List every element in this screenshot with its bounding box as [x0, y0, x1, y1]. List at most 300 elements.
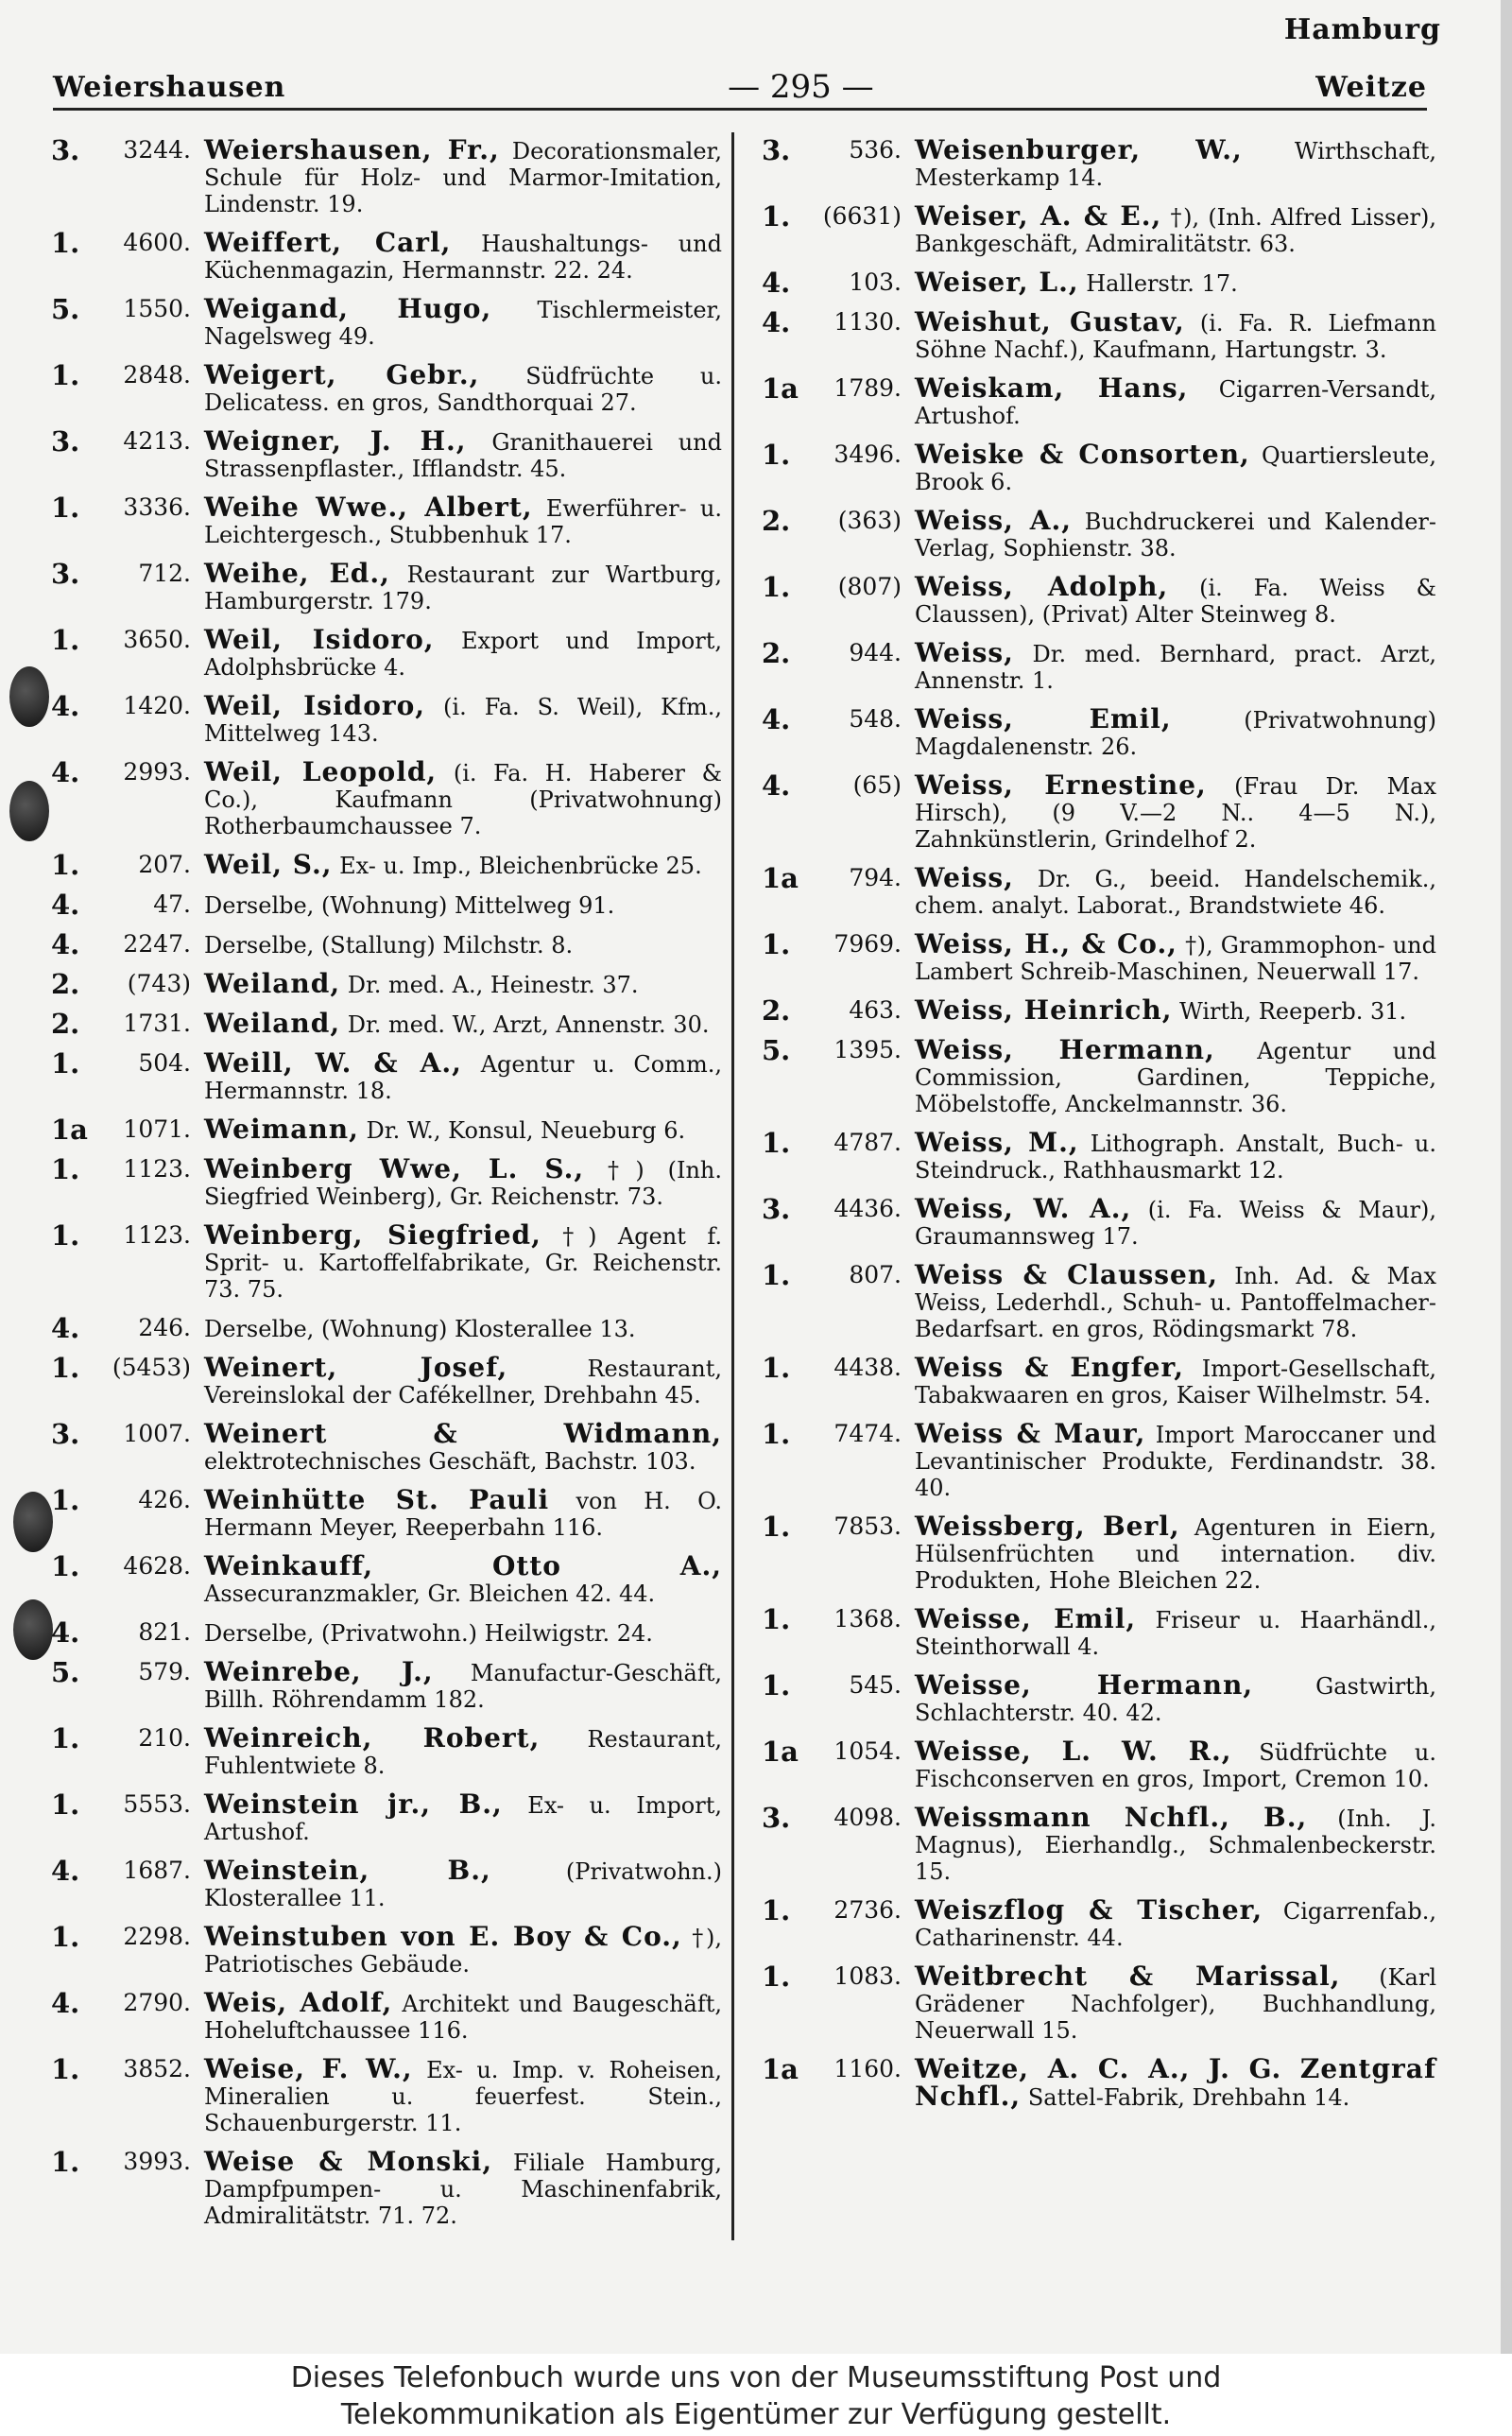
phone-number: 794. [849, 864, 902, 891]
phone-number: 7853. [833, 1512, 902, 1540]
directory-entry [51, 1788, 722, 1845]
phone-number: 1395. [833, 1036, 902, 1063]
entry-text [204, 1047, 722, 1104]
directory-entry [51, 1153, 722, 1210]
entry-details: Dr. W., Konsul, Neueburg 6. [358, 1117, 686, 1144]
exchange-class: 3. [762, 1193, 791, 1225]
exchange-class: 4. [762, 769, 791, 802]
phone-number: 426. [138, 1486, 191, 1513]
exchange-class: 1. [762, 1352, 791, 1384]
entry-text [915, 862, 1436, 919]
entry-text [915, 505, 1436, 561]
subscriber-name: Weiss & Maur, [915, 1418, 1146, 1449]
exchange-class: 1a [762, 372, 799, 405]
entry-details: Export und Import, Adolphsbrücke 4. [204, 628, 722, 681]
phone-number: 210. [138, 1724, 191, 1752]
entry-details: †), Grammophon- und Lambert Schreib-Maschinen, Neuerwall 17. [915, 932, 1436, 985]
exchange-class: 2. [762, 505, 791, 537]
header-first-keyword: Weiershausen [53, 70, 286, 104]
phone-number: 1083. [833, 1962, 902, 1990]
entry-details: Agentur u. Comm., Hermannstr. 18. [204, 1051, 722, 1104]
subscriber-name: Weishut, Gustav, [915, 306, 1185, 337]
phone-number: 1550. [123, 295, 191, 322]
phone-number: 579. [138, 1658, 191, 1685]
subscriber-name: Weiss, Heinrich, [915, 994, 1173, 1026]
phone-number: 3852. [123, 2055, 191, 2082]
entry-text [204, 1219, 723, 1303]
phone-number: 712. [138, 560, 191, 587]
exchange-class: 1. [51, 227, 80, 259]
phone-number: (6631) [822, 202, 902, 230]
phone-number: 821. [138, 1618, 191, 1646]
exchange-class: 5. [51, 1656, 80, 1688]
exchange-class: 4. [51, 756, 80, 788]
exchange-class: 1. [51, 492, 80, 524]
entry-text [915, 637, 1436, 694]
entry-details: (i. Fa. Weiss & Maur), Graumannsweg 17. [915, 1197, 1436, 1250]
entry-text [204, 756, 723, 839]
phone-number: 3496. [833, 441, 902, 468]
phone-number: 1368. [833, 1605, 902, 1633]
entry-text [915, 1193, 1436, 1250]
entry-details: Restaurant, Fuhlentwiete 8. [204, 1726, 722, 1779]
entry-text [204, 1352, 722, 1408]
entry-text [204, 1987, 722, 2044]
phone-number: 3336. [123, 493, 191, 521]
directory-entry [762, 571, 1436, 628]
entry-details: (Privatwohnung) Magdalenenstr. 26. [915, 707, 1436, 760]
directory-entry [762, 994, 1436, 1027]
subscriber-name: Weise & Monski, [204, 2146, 493, 2177]
subscriber-name: Weiss & Engfer, [915, 1352, 1184, 1383]
entry-details: Import Maroccaner und Levantinischer Produkte, Ferdinandstr. 38. 40. [915, 1422, 1436, 1501]
entry-details: Ewerführer- u. Leichtergesch., Stubbenhuk 17. [204, 495, 722, 548]
subscriber-name: Weimann, [204, 1114, 359, 1145]
phone-number: 1071. [123, 1115, 191, 1143]
entry-text [204, 849, 722, 880]
directory-entry [51, 756, 723, 839]
entry-text [915, 200, 1436, 257]
phone-number: 1123. [123, 1221, 191, 1249]
phone-number: 4787. [833, 1129, 902, 1156]
subscriber-name: Weiskam, Hans, [915, 372, 1189, 404]
region-heading: Hamburg [1283, 13, 1441, 46]
exchange-class: 1. [762, 439, 791, 471]
phone-number: 944. [849, 639, 902, 666]
directory-entry [51, 494, 722, 548]
phone-number: 1420. [123, 692, 191, 719]
entry-text [204, 1484, 723, 1541]
subscriber-name: Weisse, Hermann, [915, 1669, 1254, 1701]
directory-entry [51, 1418, 722, 1475]
directory-entry [762, 1352, 1436, 1408]
footer-note [0, 2354, 1512, 2436]
exchange-class: 1. [51, 1219, 80, 1252]
subscriber-name: Weiland, [204, 968, 341, 999]
phone-number: (5453) [112, 1354, 191, 1381]
left-column [51, 134, 723, 2241]
subscriber-name: Weinert & Widmann, [204, 1418, 722, 1449]
exchange-class: 5. [51, 293, 80, 325]
subscriber-name: Weigert, Gebr., [204, 359, 480, 390]
subscriber-name: Weiss, M., [915, 1127, 1079, 1158]
subscriber-name: Weiershausen, Fr., [204, 134, 500, 165]
exchange-class: 4. [762, 306, 791, 338]
entry-text [204, 1619, 722, 1647]
entry-details: Dr. med. Bernhard, pract. Arzt, Annenstr. 1. [915, 641, 1436, 694]
entry-text [915, 1352, 1436, 1408]
exchange-class: 2. [51, 968, 80, 1000]
exchange-class: 1. [762, 1894, 791, 1926]
entry-text [204, 1921, 723, 1978]
phone-number: 2736. [833, 1896, 902, 1924]
directory-entry [762, 269, 1436, 297]
phone-number: 2848. [123, 361, 191, 389]
exchange-class: 1. [51, 1921, 80, 1953]
phone-number: 4436. [833, 1195, 902, 1222]
entry-details: Inh. Ad. & Max Weiss, Lederhdl., Schuh- u. Pantoffelmacher-Bedarfsart. en gros, Rödingsmarkt 78. [915, 1263, 1436, 1342]
entry-details: Ex- u. Imp., Bleichenbrücke 25. [332, 853, 702, 879]
entry-text [204, 1550, 722, 1607]
phone-number: 207. [138, 851, 191, 878]
entry-text [204, 690, 722, 747]
entry-details: Derselbe, (Stallung) Milchstr. 8. [204, 932, 574, 959]
exchange-class: 1a [51, 1114, 88, 1146]
exchange-class: 4. [762, 703, 791, 735]
phone-number: (363) [837, 507, 902, 534]
entry-text [204, 1153, 722, 1210]
entry-text [915, 1894, 1436, 1951]
directory-entry [762, 1127, 1436, 1183]
entry-text [915, 441, 1436, 495]
entry-details: Restaurant, Vereinslokal der Cafékellner, Drehbahn 45. [204, 1356, 722, 1408]
directory-entry [762, 2053, 1436, 2112]
entry-details: (i. Fa. R. Liefmann Söhne Nachf.), Kaufmann, Hartungstr. 3. [915, 310, 1436, 363]
exchange-class: 1. [762, 1603, 791, 1635]
entry-details: Friseur u. Haarhändl., Steinthorwall 4. [915, 1607, 1436, 1660]
exchange-class: 3. [762, 1802, 791, 1834]
exchange-class: 1. [762, 1669, 791, 1702]
subscriber-name: Weinert, Josef, [204, 1352, 508, 1383]
entry-text [915, 1963, 1436, 2044]
entry-details: Lithograph. Anstalt, Buch- u. Steindruck., Rathhausmarkt 12. [915, 1131, 1436, 1183]
subscriber-name: Weiss, Hermann, [915, 1034, 1215, 1065]
directory-entry [762, 1669, 1436, 1726]
directory-entry [51, 690, 722, 747]
exchange-class: 1a [762, 862, 799, 894]
subscriber-name: Weiss & Claussen, [915, 1259, 1218, 1290]
entry-details: Wirth, Reeperb. 31. [1172, 998, 1407, 1025]
subscriber-name: Weisse, Emil, [915, 1603, 1137, 1634]
subscriber-name: Weise, F. W., [204, 2053, 413, 2084]
entry-details: Assecuranzmakler, Gr. Bleichen 42. 44. [204, 1581, 656, 1607]
entry-details: Derselbe, (Privatwohn.) Heilwigstr. 24. [204, 1620, 653, 1647]
phone-number: 504. [138, 1049, 191, 1077]
exchange-class: 1. [51, 1153, 80, 1185]
entry-details: Dr. med. W., Arzt, Annenstr. 30. [340, 1011, 710, 1038]
entry-details: (i. Fa. H. Haberer & Co.), Kaufmann (Privatwohnung) Rotherbaumchaussee 7. [204, 760, 723, 839]
subscriber-name: Weissmann Nchfl., B., [915, 1802, 1308, 1833]
entry-text [204, 1857, 722, 1911]
directory-entry [762, 1963, 1436, 2044]
subscriber-name: Weisenburger, W., [915, 134, 1243, 165]
directory-entry [762, 200, 1436, 257]
phone-number: 545. [849, 1671, 902, 1699]
exchange-class: 4. [51, 1987, 80, 2019]
entry-text [204, 1116, 722, 1144]
exchange-class: 1. [51, 1722, 80, 1754]
exchange-class: 1. [762, 1259, 791, 1291]
entry-text [915, 1259, 1436, 1342]
entry-details: Manufactur-Geschäft, Billh. Röhrendamm 182. [204, 1660, 723, 1713]
entry-text [915, 1603, 1436, 1660]
directory-entry [762, 637, 1436, 694]
entry-text [915, 1418, 1436, 1501]
exchange-class: 1. [762, 1418, 791, 1450]
entry-text [915, 1034, 1437, 1117]
entry-text [204, 624, 722, 681]
page-number: — 295 — [728, 68, 874, 106]
directory-entry [51, 359, 722, 416]
directory-entry [762, 1894, 1436, 1951]
subscriber-name: Weiss, [915, 637, 1014, 668]
directory-entry [51, 1550, 722, 1607]
phone-number: 2790. [123, 1989, 191, 2016]
entry-text [915, 1738, 1436, 1792]
phone-number: 463. [849, 996, 902, 1024]
footer-line-1: Dieses Telefonbuch wurde uns von der Museumsstiftung Post und [290, 2361, 1222, 2394]
header-last-keyword: Weitze [1315, 70, 1427, 104]
subscriber-name: Weihe Wwe., Albert, [204, 492, 533, 523]
exchange-class: 4. [51, 1312, 80, 1344]
exchange-class: 1. [762, 1961, 791, 1993]
phone-number: 4628. [123, 1552, 191, 1580]
entry-text [915, 372, 1436, 429]
entry-text [204, 1722, 722, 1779]
phone-number: 103. [849, 268, 902, 296]
phone-number: 1731. [123, 1010, 191, 1037]
directory-entry [51, 2146, 723, 2229]
entry-text [204, 359, 722, 416]
phone-number: 246. [138, 1314, 191, 1341]
subscriber-name: Weiss, A., [915, 505, 1072, 536]
subscriber-name: Weinkauff, Otto A., [204, 1550, 722, 1581]
phone-number: (807) [837, 573, 902, 600]
subscriber-name: Weiss, Emil, [915, 703, 1172, 734]
directory-entry [51, 891, 722, 919]
subscriber-name: Weiske & Consorten, [915, 439, 1250, 470]
subscriber-name: Weinstuben von E. Boy & Co., [204, 1921, 682, 1952]
exchange-class: 1. [762, 571, 791, 603]
entry-text [204, 1788, 722, 1845]
subscriber-name: Weinberg Wwe, L. S., [204, 1153, 585, 1184]
phone-number: 4213. [123, 427, 191, 455]
subscriber-name: Weiffert, Carl, [204, 227, 452, 258]
entry-details: Haushaltungs- und Küchenmagazin, Hermannstr. 22. 24. [204, 231, 723, 284]
directory-entry [51, 558, 723, 614]
entry-text [915, 1127, 1436, 1183]
exchange-class: 4. [762, 267, 791, 299]
phone-number: 4600. [123, 229, 191, 256]
entry-details: Wirthschaft, Mesterkamp 14. [915, 138, 1436, 191]
exchange-class: 3. [762, 134, 791, 166]
phone-number: 2247. [123, 930, 191, 958]
subscriber-name: Weil, Leopold, [204, 756, 438, 787]
subscriber-name: Weiland, [204, 1008, 341, 1039]
directory-entry [762, 1738, 1436, 1792]
directory-entry [51, 1921, 723, 1978]
entry-text [915, 306, 1436, 363]
exchange-class: 4. [51, 1855, 80, 1887]
subscriber-name: Weiser, L., [915, 267, 1079, 298]
entry-text [204, 1656, 723, 1713]
entry-text [915, 994, 1436, 1026]
subscriber-name: Weigner, J. H., [204, 425, 467, 457]
directory-entry [51, 968, 722, 1000]
exchange-class: 1. [51, 359, 80, 391]
entry-text [915, 769, 1437, 853]
entry-text [915, 134, 1436, 191]
phone-number: 1054. [833, 1737, 902, 1765]
phone-number: (743) [127, 970, 191, 997]
exchange-class: 1. [51, 1788, 80, 1821]
entry-text [204, 2146, 723, 2229]
exchange-class: 1. [762, 1127, 791, 1159]
entry-text [204, 1418, 722, 1475]
entry-details: Derselbe, (Wohnung) Klosterallee 13. [204, 1316, 636, 1342]
directory-entry [51, 1116, 722, 1144]
entry-text [204, 968, 722, 999]
directory-entry [762, 769, 1437, 853]
exchange-class: 2. [762, 637, 791, 669]
entry-text [204, 1008, 722, 1039]
exchange-class: 3. [51, 425, 80, 458]
phone-number: 1007. [123, 1420, 191, 1447]
entry-details: Granithauerei und Strassenpflaster., Ifflandstr. 45. [204, 429, 722, 482]
phone-number: 807. [849, 1261, 902, 1288]
entry-details: †) (Inh. Siegfried Weinberg), Gr. Reichenstr. 73. [204, 1157, 722, 1210]
directory-entry [51, 1616, 722, 1649]
exchange-class: 1. [51, 1550, 80, 1582]
subscriber-name: Weis, Adolf, [204, 1987, 393, 2018]
subscriber-name: Weiss, Ernestine, [915, 769, 1207, 801]
subscriber-name: Weiss, W. A., [915, 1193, 1132, 1224]
entry-details: von H. O. Hermann Meyer, Reeperbahn 116. [204, 1488, 723, 1541]
directory-entry [51, 1857, 722, 1911]
exchange-class: 1. [762, 200, 791, 233]
exchange-class: 4. [51, 889, 80, 921]
directory-entry [51, 624, 722, 681]
entry-details: (i. Fa. S. Weil), Kfm., Mittelweg 143. [204, 694, 722, 747]
directory-entry [51, 1219, 723, 1303]
subscriber-name: Weinberg, Siegfried, [204, 1219, 541, 1251]
entry-details: Südfrüchte u. Delicatess. en gros, Sandthorquai 27. [204, 363, 722, 416]
directory-entry [762, 862, 1436, 919]
directory-entry [51, 1722, 722, 1779]
entry-details: Agentur und Commission, Gardinen, Teppiche, Möbelstoffe, Anckelmannstr. 36. [915, 1038, 1437, 1117]
exchange-class: 5. [762, 1034, 791, 1066]
subscriber-name: Weinhütte St. Pauli [204, 1484, 550, 1515]
subscriber-name: Weissberg, Berl, [915, 1511, 1180, 1542]
phone-number: 4438. [833, 1354, 902, 1381]
exchange-class: 1. [51, 2053, 80, 2085]
directory-entry [762, 505, 1436, 561]
entry-details: Quartiersleute, Brook 6. [915, 442, 1436, 495]
directory-entry [762, 1193, 1436, 1250]
exchange-class: 1. [51, 624, 80, 656]
phone-number: 1160. [833, 2055, 902, 2082]
entry-details: Dr. G., beeid. Handelschemik., chem. analyt. Laborat., Brandstwiete 46. [915, 866, 1436, 919]
subscriber-name: Weitbrecht & Marissal, [915, 1961, 1341, 1992]
subscriber-name: Weiss, Adolph, [915, 571, 1169, 602]
subscriber-name: Weill, W. & A., [204, 1047, 462, 1079]
exchange-class: 2. [51, 1008, 80, 1040]
entry-details: †), Patriotisches Gebäude. [204, 1925, 723, 1978]
directory-entry [762, 1802, 1436, 1885]
subscriber-name: Weil, S., [204, 849, 333, 880]
entry-text [204, 558, 723, 614]
entry-text [204, 293, 722, 350]
exchange-class: 1. [51, 1484, 80, 1516]
subscriber-name: Weinstein, B., [204, 1855, 491, 1886]
directory-entry [51, 1008, 722, 1040]
exchange-class: 4. [51, 928, 80, 960]
directory-entry [51, 293, 722, 350]
subscriber-name: Weinstein jr., B., [204, 1788, 503, 1820]
entry-details: Architekt und Baugeschäft, Hoheluftchaussee 116. [204, 1991, 722, 2044]
entry-details: elektrotechnisches Geschäft, Bachstr. 103. [204, 1448, 696, 1475]
subscriber-name: Weitze, A. C. A., J. G. Zentgraf Nchfl., [915, 2053, 1436, 2112]
directory-entry [762, 1603, 1436, 1660]
subscriber-name: Weinrebe, J., [204, 1656, 434, 1687]
phone-number: 47. [153, 890, 191, 918]
entry-text [915, 2053, 1436, 2112]
directory-entry [51, 1656, 723, 1713]
entry-details: (Inh. J. Magnus), Eierhandlg., Schmalenbeckerstr. 15. [915, 1805, 1436, 1885]
entry-text [915, 1802, 1436, 1885]
exchange-class: 3. [51, 1418, 80, 1450]
entry-details: Dr. med. A., Heinestr. 37. [340, 972, 639, 998]
phone-number: 548. [849, 705, 902, 733]
entry-details: Hallerstr. 17. [1078, 270, 1238, 297]
directory-entry [51, 134, 722, 217]
phone-number: 7474. [833, 1420, 902, 1447]
directory-entry [762, 1034, 1437, 1117]
directory-entry [51, 1352, 722, 1408]
exchange-class: 3. [51, 558, 80, 590]
phone-number: 1789. [833, 374, 902, 402]
directory-entry [51, 849, 722, 881]
subscriber-name: Weiss, H., & Co., [915, 928, 1177, 959]
subscriber-name: Weil, Isidoro, [204, 624, 435, 655]
entry-details: Import-Gesellschaft, Tabakwaaren en gros, Kaiser Wilhelmstr. 54. [915, 1356, 1436, 1408]
entry-details: Ex- u. Imp. v. Roheisen, Mineralien u. feuerfest. Stein., Schauenburgerstr. 11. [204, 2057, 722, 2136]
subscriber-name: Weiszflog & Tischer, [915, 1894, 1263, 1926]
entry-details: Tischlermeister, Nagelsweg 49. [204, 297, 722, 350]
directory-entry [762, 306, 1436, 363]
entry-text [915, 1669, 1436, 1726]
exchange-class: 1. [51, 1352, 80, 1384]
entry-details: Decorationsmaler, Schule für Holz- und Marmor-Imitation, Lindenstr. 19. [204, 138, 722, 217]
entry-text [204, 227, 723, 284]
entry-details: Ex- u. Import, Artushof. [204, 1792, 722, 1845]
exchange-class: 4. [51, 1616, 80, 1649]
directory-entry [762, 134, 1436, 191]
directory-entry [762, 703, 1436, 760]
subscriber-name: Weiss, [915, 862, 1014, 893]
entry-text [204, 931, 722, 959]
exchange-class: 4. [51, 690, 80, 722]
